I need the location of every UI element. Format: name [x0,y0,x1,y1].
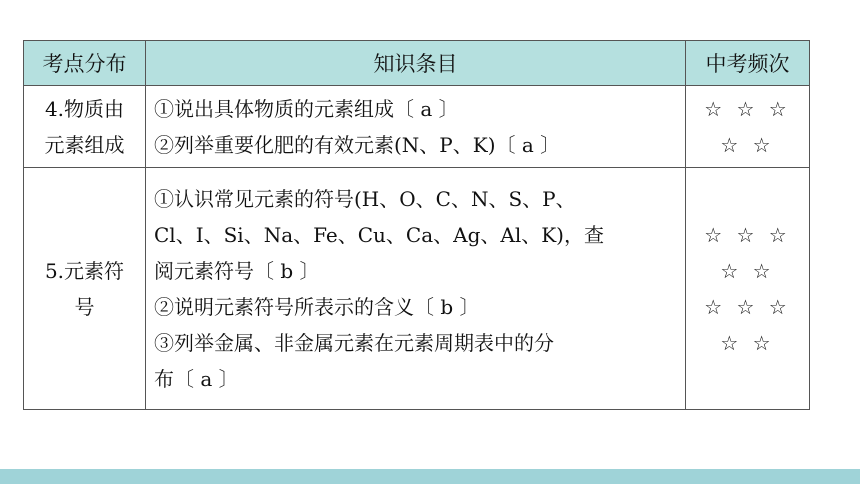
item-line: 布〔 a 〕 [154,366,239,391]
topic-cell [24,86,146,168]
item-line: ②说明元素符号所表示的含义〔 b 〕 [154,294,480,319]
star-rating: ☆ ☆ ☆ [704,96,791,121]
star-rating: ☆ ☆ ☆ [704,294,791,319]
header-frequency: 中考频次 [686,41,810,86]
table-row [24,168,810,410]
topic-line: 4.物质由 [44,96,125,121]
items-cell [146,168,686,410]
item-line: ①说出具体物质的元素组成〔 a 〕 [154,96,459,121]
bottom-accent-bar [0,469,860,484]
item-line: ①认识常见元素的符号(H、O、C、N、S、P、 [154,186,576,211]
header-row [24,41,810,86]
item-line: ②列举重要化肥的有效元素(N、P、K)〔 a 〕 [154,132,561,157]
topic-cell [24,168,146,410]
item-line: ③列举金属、非金属元素在元素周期表中的分 [154,330,554,355]
topic-line: 5.元素符 [44,258,125,283]
frequency-cell [686,168,810,410]
star-rating: ☆ ☆ [720,132,775,157]
star-rating: ☆ ☆ [720,330,775,355]
frequency-cell [686,86,810,168]
header-topic: 考点分布 [24,41,146,86]
header-items: 知识条目 [146,41,686,86]
topic-line: 元素组成 [44,132,125,157]
topic-line: 号 [74,294,95,319]
item-line: 阅元素符号〔 b 〕 [154,258,320,283]
syllabus-table [23,40,810,410]
star-rating: ☆ ☆ [720,258,775,283]
items-cell [146,86,686,168]
table-row [24,86,810,168]
item-line: Cl、I、Si、Na、Fe、Cu、Ca、Ag、Al、K)，查 [154,222,604,247]
star-rating: ☆ ☆ ☆ [704,222,791,247]
